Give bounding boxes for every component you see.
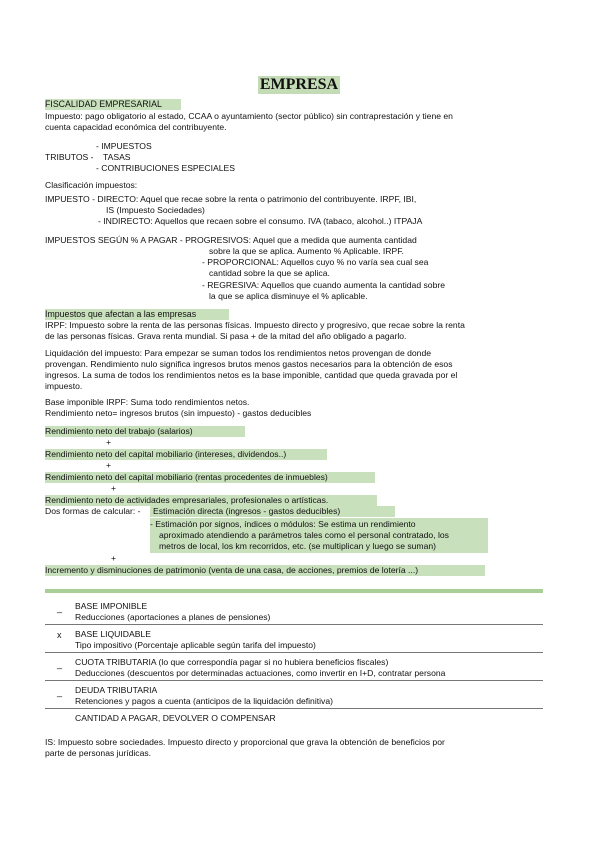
esquema-title: BASE IMPONIBLE	[75, 601, 148, 611]
rendimiento-actividades: Rendimiento neto de actividades empresariales, profesionales o artísticas.	[45, 495, 329, 505]
plus-sign: +	[106, 437, 112, 447]
irpf-line: IRPF: Impuesto sobre la renta de las personas físicas. Impuesto directo y progresivo, que recae sobre la renta	[45, 320, 465, 330]
irpf-line: de las personas físicas. Grava renta mundial. Si pasa + de la mitad del año obligado a pagarlo.	[45, 331, 407, 341]
rendimiento-neto-formula: Rendimiento neto= ingresos brutos (sin impuesto) - gastos deducibles	[45, 408, 312, 418]
rendimiento-capital-inmuebles: Rendimiento neto del capital mobiliario (rentas procedentes de inmuebles)	[45, 472, 328, 482]
section-heading-impuestos: Impuestos que afectan a las empresas	[45, 309, 197, 319]
segun-pagar-line: la que se aplica disminuye el % aplicable.	[209, 291, 368, 301]
clasificacion-label: Clasificación impuestos:	[45, 180, 138, 190]
tributo-item: - IMPUESTOS	[96, 141, 152, 151]
is-line: IS: Impuesto sobre sociedades. Impuesto directo y proporcional que grava la obtención de beneficios por	[45, 737, 445, 747]
liquidacion-line: impuesto.	[45, 381, 83, 391]
estimacion-signos-line: metros de local, los km recorridos, etc. (se multiplican y luego se suman)	[159, 541, 437, 551]
operator-mark: _	[57, 603, 63, 613]
segun-pagar-line: - PROPORCIONAL: Aquellos cuyo % no varía sea cual sea	[202, 257, 429, 267]
rendimiento-capital-mobiliario: Rendimiento neto del capital mobiliario (intereses, dividendos..)	[45, 449, 287, 459]
row-divider	[45, 680, 543, 681]
segun-pagar-line: cantidad sobre la que se aplica.	[209, 268, 330, 278]
estimacion-signos-line: aproximado atendiendo a parámetros tales como el personal contratado, los	[159, 530, 449, 540]
impuesto-directo-line: IMPUESTO - DIRECTO: Aquel que recae sobre la renta o patrimonio del contribuyente. IRPF, IBI,	[45, 194, 417, 204]
formas-calcular-label: Dos formas de calcular: -	[45, 506, 141, 516]
impuesto-definition-line: cuenta capacidad económica del contribuyente.	[45, 122, 227, 132]
operator-mark: _	[57, 659, 63, 669]
esquema-title: DEUDA TRIBUTARIA	[75, 685, 158, 695]
segun-pagar-line: - REGRESIVA: Aquellos que cuando aumenta la cantidad sobre	[202, 280, 445, 290]
impuesto-indirecto-line: - INDIRECTO: Aquellos que recaen sobre el consumo. IVA (tabaco, alcohol..) ITPAJA	[98, 216, 423, 226]
liquidacion-line: ingresos. La suma de todos los rendimientos netos es la base imponible, cantidad que queda gravada por el	[45, 370, 458, 380]
esquema-sub: Deducciones (descuentos por determinadas actuaciones, como invertir en I+D, contratar persona	[75, 668, 446, 678]
liquidacion-line: provengan. Rendimiento nulo significa ingresos brutos menos gastos necesarios para la obtención de esos	[45, 359, 453, 369]
segun-pagar-line: IMPUESTOS SEGÚN % A PAGAR - PROGRESIVOS: Aquel que a medida que aumenta cantidad	[45, 235, 417, 245]
section-heading-fiscalidad: FISCALIDAD EMPRESARIAL	[45, 99, 162, 109]
tributo-item: TASAS	[103, 152, 131, 162]
liquidacion-line: Liquidación del impuesto: Para empezar se suman todos los rendimientos netos provengan de donde	[45, 348, 432, 358]
plus-sign: +	[106, 460, 112, 470]
operator-mark: x	[57, 630, 62, 640]
esquema-sub: Reducciones (aportaciones a planes de pensiones)	[75, 612, 271, 622]
impuesto-directo-line: IS (Impuesto Sociedades)	[106, 205, 205, 215]
row-divider	[45, 624, 543, 625]
operator-mark: _	[57, 687, 63, 697]
segun-pagar-line: sobre la que se aplica. Aumento % Aplicable. IRPF.	[209, 246, 404, 256]
incremento-patrimonio: Incremento y disminuciones de patrimonio (venta de una casa, de acciones, premios de lotería ...)	[45, 565, 419, 575]
esquema-title: BASE LIQUIDABLE	[75, 629, 151, 639]
row-divider	[45, 652, 543, 653]
section-divider	[45, 589, 543, 593]
plus-sign: +	[111, 483, 117, 493]
base-imponible-irpf: Base imponible IRPF: Suma todo rendimientos netos.	[45, 397, 250, 407]
esquema-sub: Tipo impositivo (Porcentaje aplicable según tarifa del impuesto)	[75, 640, 316, 650]
rendimiento-trabajo: Rendimiento neto del trabajo (salarios)	[45, 426, 193, 436]
row-divider	[45, 708, 543, 709]
is-line: parte de personas jurídicas.	[45, 748, 152, 758]
tributo-item: - CONTRIBUCIONES ESPECIALES	[96, 163, 235, 173]
impuesto-definition-line: Impuesto: pago obligatorio al estado, CCAA o ayuntamiento (sector público) sin contraprestación y tiene en	[45, 111, 453, 121]
plus-sign: +	[111, 553, 117, 563]
estimacion-signos-line: - Estimación por signos, índices o módulos: Se estima un rendimiento	[150, 519, 416, 529]
esquema-title: CUOTA TRIBUTARIA (lo que correspondía pagar si no hubiera beneficios fiscales)	[75, 657, 389, 667]
cantidad-a-pagar: CANTIDAD A PAGAR, DEVOLVER O COMPENSAR	[75, 713, 276, 723]
estimacion-directa: Estimación directa (ingresos - gastos deducibles)	[153, 506, 341, 516]
tributos-label: TRIBUTOS -	[45, 152, 94, 162]
esquema-sub: Retenciones y pagos a cuenta (anticipos de la liquidación definitiva)	[75, 696, 333, 706]
page-title: EMPRESA	[259, 76, 339, 93]
